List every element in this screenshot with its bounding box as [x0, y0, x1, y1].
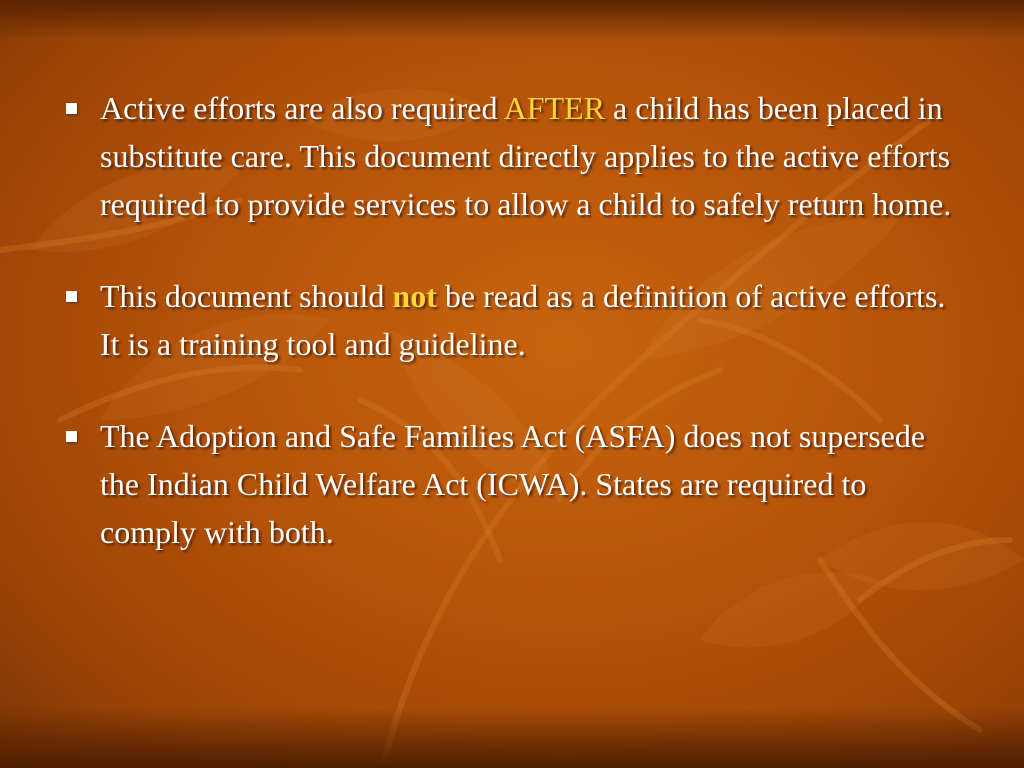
bullet-text: This document should	[100, 278, 393, 314]
bullet-item-not-definition	[60, 272, 960, 368]
bullet-text: Active efforts are also required	[100, 90, 504, 126]
bullet-item-after-placement	[60, 84, 960, 228]
square-bullet-icon	[66, 431, 77, 442]
bullet-list	[60, 84, 960, 556]
bottom-shadow-band	[0, 708, 1024, 768]
top-shadow-band	[0, 0, 1024, 40]
square-bullet-icon	[66, 291, 77, 302]
bullet-text: a child has been placed in substitute care. This document directly applies to the active efforts required to provide services to allow a child to safely return home.	[100, 90, 952, 222]
highlight-after: AFTER	[503, 90, 606, 126]
highlight-not: not	[392, 278, 437, 314]
bullet-text: The Adoption and Safe Families Act (ASFA) does not supersede the Indian Child Welfare Act (ICWA). States are required to comply with both.	[100, 418, 926, 550]
bullet-item-asfa-icwa	[60, 412, 960, 556]
bullet-text: be read as a definition of active efforts. It is a training tool and guideline.	[100, 278, 946, 362]
square-bullet-icon	[66, 103, 77, 114]
